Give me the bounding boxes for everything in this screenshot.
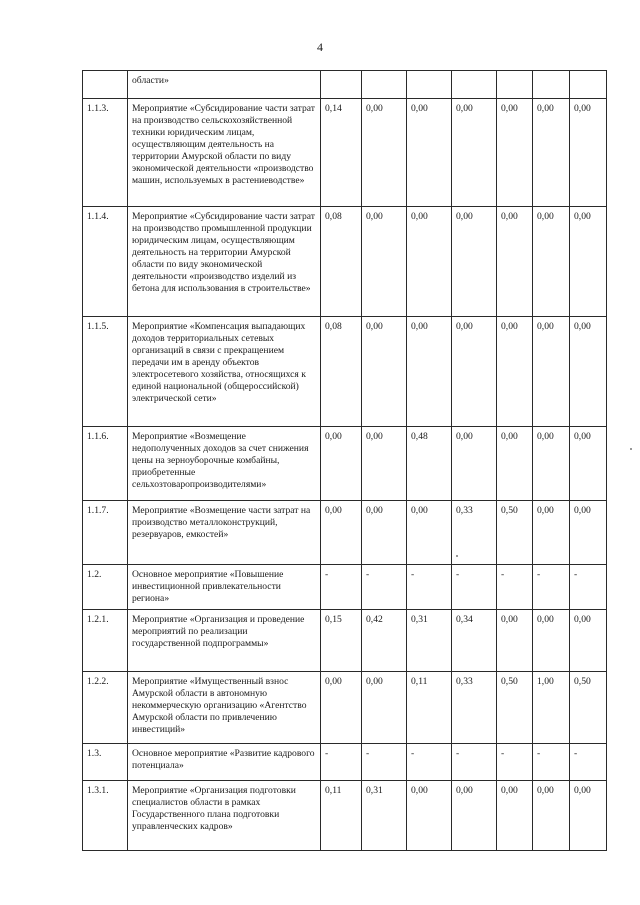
value-cell: 0,00: [362, 99, 407, 207]
table-row: [83, 672, 607, 744]
value-cell: 0,48: [407, 427, 452, 501]
value-cell: -: [321, 565, 362, 610]
measure-description: Мероприятие «Имущественный взнос Амурской области в автономную некоммерческую организацию «Агентство Амурской области по привлечению инвестиций»: [128, 672, 321, 744]
value-cell: 0,15: [321, 610, 362, 672]
value-cell: 0,00: [497, 781, 533, 851]
value-cell: 0,00: [362, 501, 407, 565]
value-cell: -: [497, 565, 533, 610]
value-cell: [533, 71, 570, 99]
measure-description: Мероприятие «Возмещение недополученных доходов за счет снижения цены на зерноуборочные комбайны, приобретенные сельхозтоваропроизводителями»: [128, 427, 321, 501]
value-cell: 0,00: [362, 207, 407, 317]
measure-description: Основное мероприятие «Повышение инвестиционной привлекательности региона»: [128, 565, 321, 610]
value-cell: 0,00: [497, 99, 533, 207]
value-cell: 0,00: [452, 427, 497, 501]
value-cell: -: [452, 744, 497, 781]
row-number: 1.3.: [83, 744, 128, 781]
value-cell: 0,00: [533, 501, 570, 565]
table-row: [83, 99, 607, 207]
value-cell: 0,14: [321, 99, 362, 207]
value-cell: 0,00: [497, 207, 533, 317]
indicators-table: [82, 70, 607, 851]
row-number: 1.1.3.: [83, 99, 128, 207]
value-cell: 0,00: [533, 427, 570, 501]
value-cell: 0,33: [452, 501, 497, 565]
value-cell: -: [570, 744, 607, 781]
row-number: 1.1.4.: [83, 207, 128, 317]
value-cell: 0,00: [362, 672, 407, 744]
value-cell: 0,08: [321, 207, 362, 317]
row-number: 1.1.5.: [83, 317, 128, 427]
value-cell: -: [407, 565, 452, 610]
value-cell: 0,34: [452, 610, 497, 672]
value-cell: 0,50: [497, 672, 533, 744]
row-number: [83, 71, 128, 99]
row-number: 1.2.1.: [83, 610, 128, 672]
table-row: [83, 565, 607, 610]
table-row: [83, 744, 607, 781]
value-cell: -: [570, 565, 607, 610]
value-cell: 0,00: [570, 99, 607, 207]
value-cell: -: [407, 744, 452, 781]
value-cell: 0,00: [321, 672, 362, 744]
value-cell: 0,00: [533, 781, 570, 851]
value-cell: 0,00: [497, 427, 533, 501]
value-cell: -: [362, 565, 407, 610]
value-cell: -: [321, 744, 362, 781]
value-cell: 0,00: [533, 317, 570, 427]
value-cell: 0,08: [321, 317, 362, 427]
value-cell: 0,00: [533, 610, 570, 672]
value-cell: 0,00: [497, 610, 533, 672]
value-cell: 0,11: [321, 781, 362, 851]
value-cell: 0,00: [407, 99, 452, 207]
scan-speck: [456, 555, 458, 557]
measure-description: Мероприятие «Возмещение части затрат на производство металлоконструкций, резервуаров, емкостей»: [128, 501, 321, 565]
value-cell: [452, 71, 497, 99]
measure-description: Мероприятие «Организация и проведение мероприятий по реализации государственной подпрограммы»: [128, 610, 321, 672]
value-cell: [362, 71, 407, 99]
row-number: 1.1.7.: [83, 501, 128, 565]
value-cell: 0,00: [452, 781, 497, 851]
value-cell: 0,00: [570, 207, 607, 317]
value-cell: 0,00: [452, 207, 497, 317]
value-cell: 0,00: [533, 207, 570, 317]
value-cell: -: [452, 565, 497, 610]
value-cell: 0,31: [362, 781, 407, 851]
value-cell: [497, 71, 533, 99]
value-cell: -: [497, 744, 533, 781]
value-cell: 0,00: [407, 317, 452, 427]
table-row: [83, 610, 607, 672]
value-cell: 0,00: [570, 781, 607, 851]
table-row: [83, 781, 607, 851]
value-cell: 0,42: [362, 610, 407, 672]
value-cell: 0,50: [570, 672, 607, 744]
scan-speck: [630, 448, 632, 450]
value-cell: 0,11: [407, 672, 452, 744]
row-number: 1.1.6.: [83, 427, 128, 501]
value-cell: -: [533, 744, 570, 781]
table-row: [83, 71, 607, 99]
row-number: 1.2.: [83, 565, 128, 610]
value-cell: 0,00: [533, 99, 570, 207]
table-row: [83, 317, 607, 427]
value-cell: 1,00: [533, 672, 570, 744]
measure-description: Мероприятие «Компенсация выпадающих доходов территориальных сетевых организаций в связи с прекращением передачи им в аренду объектов электросетевого хозяйства, относящихся к единой национальной (общероссийской) электрической сети»: [128, 317, 321, 427]
row-number: 1.2.2.: [83, 672, 128, 744]
measure-description: Мероприятие «Субсидирование части затрат на производство сельскохозяйственной техники юридическим лицам, осуществляющим деятельность на территории Амурской области по виду экономической деятельности «производство машин, используемых в растениеводстве»: [128, 99, 321, 207]
value-cell: [321, 71, 362, 99]
measure-description: области»: [128, 71, 321, 99]
measure-description: Мероприятие «Субсидирование части затрат на производство промышленной продукции юридическим лицам, осуществляющим деятельность на территории Амурской области по виду экономической деятельности «производство изделий из бетона для использования в строительстве»: [128, 207, 321, 317]
measure-description: Мероприятие «Организация подготовки специалистов области в рамках Государственного плана подготовки управленческих кадров»: [128, 781, 321, 851]
measure-description: Основное мероприятие «Развитие кадрового потенциала»: [128, 744, 321, 781]
row-number: 1.3.1.: [83, 781, 128, 851]
value-cell: 0,00: [362, 317, 407, 427]
table-row: [83, 427, 607, 501]
value-cell: 0,00: [407, 207, 452, 317]
value-cell: 0,00: [570, 610, 607, 672]
value-cell: 0,00: [407, 501, 452, 565]
value-cell: 0,00: [407, 781, 452, 851]
value-cell: 0,00: [570, 501, 607, 565]
table-row: [83, 207, 607, 317]
value-cell: -: [362, 744, 407, 781]
value-cell: 0,00: [321, 427, 362, 501]
value-cell: 0,00: [452, 99, 497, 207]
value-cell: 0,31: [407, 610, 452, 672]
value-cell: 0,33: [452, 672, 497, 744]
value-cell: 0,00: [321, 501, 362, 565]
value-cell: 0,00: [570, 427, 607, 501]
value-cell: 0,00: [497, 317, 533, 427]
value-cell: 0,00: [570, 317, 607, 427]
value-cell: 0,00: [452, 317, 497, 427]
value-cell: [570, 71, 607, 99]
value-cell: 0,00: [362, 427, 407, 501]
page-number: 4: [317, 40, 323, 54]
table-row: [83, 501, 607, 565]
value-cell: 0,50: [497, 501, 533, 565]
value-cell: -: [533, 565, 570, 610]
value-cell: [407, 71, 452, 99]
